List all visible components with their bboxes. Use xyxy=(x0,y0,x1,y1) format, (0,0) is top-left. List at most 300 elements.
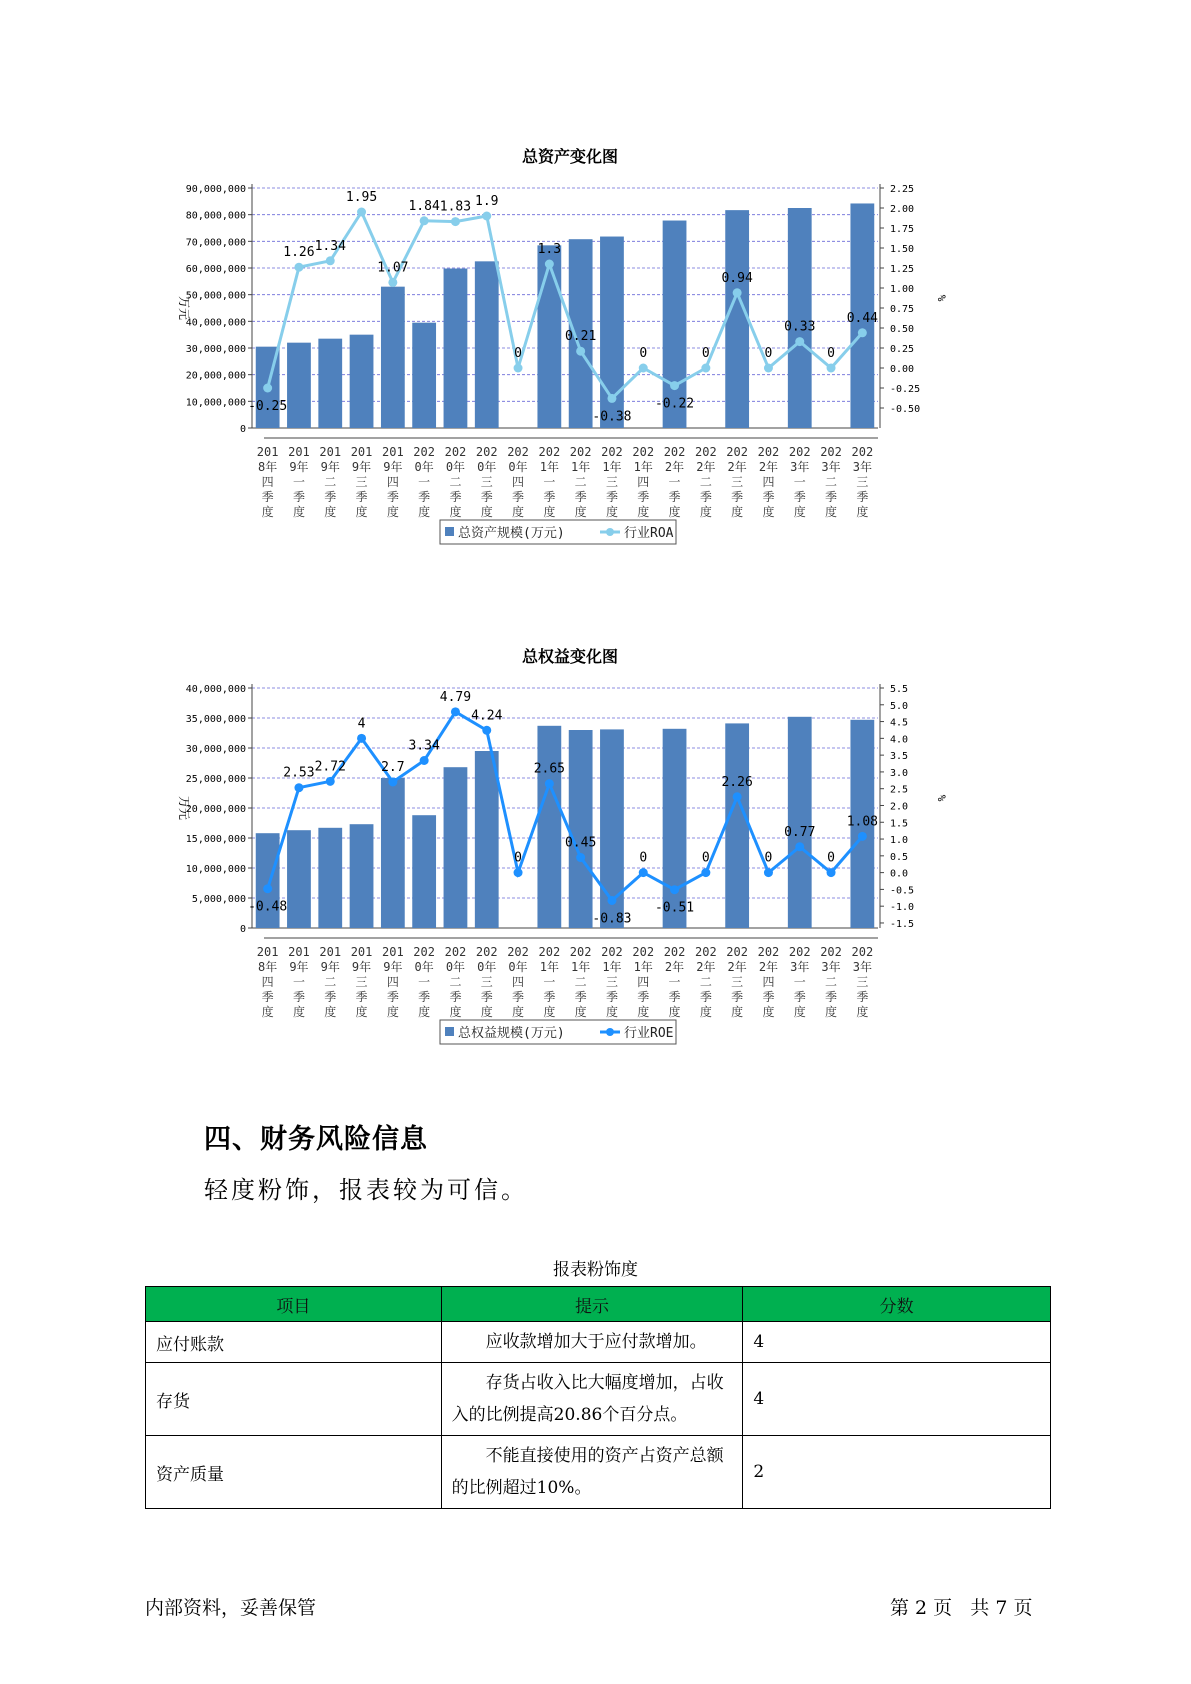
x-tick-label: 9年 xyxy=(289,460,309,474)
page-number: 第 2 页 共 7 页 xyxy=(890,1597,1033,1619)
x-tick-label: 度 xyxy=(762,505,775,519)
x-tick-label: 202 xyxy=(851,945,874,959)
data-label: 1.26 xyxy=(283,245,315,261)
x-tick-label: 季 xyxy=(543,990,556,1004)
line-point xyxy=(764,364,773,373)
y-axis-title: 万元 xyxy=(177,795,191,821)
x-tick-label: 0年 xyxy=(477,960,497,974)
x-tick-label: 1年 xyxy=(539,460,559,474)
data-label: 0 xyxy=(639,346,648,361)
data-label: 0.45 xyxy=(564,835,597,851)
x-tick-label: 三 xyxy=(731,975,744,989)
x-tick-label: 201 xyxy=(350,445,373,459)
y-tick-label: 90,000,000 xyxy=(185,184,246,195)
x-tick-label: 三 xyxy=(355,475,368,489)
x-tick-label: 季 xyxy=(292,490,305,504)
data-label: 0.33 xyxy=(784,319,816,335)
x-tick-label: 四 xyxy=(261,475,274,489)
x-tick-label: 度 xyxy=(574,505,587,519)
x-tick-label: 202 xyxy=(820,945,842,959)
x-tick-label: 季 xyxy=(825,490,838,504)
line-point xyxy=(263,884,272,893)
bar xyxy=(412,815,436,928)
x-tick-label: 度 xyxy=(637,505,650,519)
x-tick-label: 季 xyxy=(512,490,525,504)
y-right-tick-label: 1.25 xyxy=(890,264,915,275)
y-tick-label: 40,000,000 xyxy=(185,317,246,329)
legend-bar-label: 总资产规模(万元) xyxy=(458,526,565,541)
data-label: 0 xyxy=(827,850,835,866)
line-point xyxy=(764,868,773,877)
data-label: -0.51 xyxy=(654,900,695,916)
data-label: 2.72 xyxy=(314,759,346,775)
x-tick-label: 度 xyxy=(605,505,618,519)
y-right-tick-label: 2.5 xyxy=(890,784,909,796)
x-tick-label: 1年 xyxy=(539,960,559,974)
x-tick-label: 2年 xyxy=(696,960,716,974)
x-tick-label: 201 xyxy=(350,945,373,959)
x-tick-label: 9年 xyxy=(320,460,340,474)
data-label: 2.53 xyxy=(283,765,315,781)
x-tick-label: 3年 xyxy=(852,960,872,974)
y-right-axis-title: % xyxy=(935,294,948,302)
data-label: 1.3 xyxy=(537,242,562,257)
x-tick-label: 9年 xyxy=(351,460,372,474)
x-tick-label: 季 xyxy=(324,990,337,1004)
x-tick-label: 202 xyxy=(475,945,498,959)
data-label: 1.34 xyxy=(314,238,346,254)
x-tick-label: 3年 xyxy=(821,960,841,974)
line-point xyxy=(294,783,303,792)
bar xyxy=(537,245,561,428)
y-right-tick-label: 0.50 xyxy=(890,324,915,335)
table-caption: 报表粉饰度 xyxy=(553,1260,638,1280)
data-label: 1.83 xyxy=(439,199,472,215)
x-tick-label: 季 xyxy=(418,490,431,504)
x-tick-label: 9年 xyxy=(289,960,309,974)
y-right-tick-label: 4.0 xyxy=(890,734,909,746)
row-item: 存货 xyxy=(146,1363,442,1436)
x-tick-label: 一 xyxy=(418,475,431,489)
x-tick-label: 度 xyxy=(543,1005,556,1019)
x-tick-label: 四 xyxy=(637,475,650,489)
x-tick-label: 度 xyxy=(261,505,274,519)
line-point xyxy=(733,288,742,297)
y-tick-label: 5,000,000 xyxy=(191,894,246,905)
x-tick-label: 一 xyxy=(292,475,305,489)
data-label: 2.26 xyxy=(721,774,753,790)
x-tick-label: 二 xyxy=(574,475,587,489)
x-tick-label: 度 xyxy=(699,1005,712,1019)
y-right-tick-label: 5.5 xyxy=(890,684,909,695)
x-tick-label: 四 xyxy=(386,475,399,489)
bar xyxy=(725,210,749,428)
data-label: 1.07 xyxy=(377,260,409,276)
x-tick-label: 1年 xyxy=(571,960,591,974)
bar xyxy=(475,261,499,428)
y-tick-label: 20,000,000 xyxy=(185,370,246,382)
y-tick-label: 40,000,000 xyxy=(185,684,246,695)
data-label: 0 xyxy=(701,850,710,866)
x-tick-label: 201 xyxy=(382,945,404,959)
data-label: 0 xyxy=(827,346,835,361)
bar xyxy=(788,717,812,928)
legend-bar-label: 总权益规模(万元) xyxy=(458,1026,565,1041)
x-tick-label: 9年 xyxy=(320,960,340,974)
line-point xyxy=(607,896,616,905)
x-tick-label: 四 xyxy=(261,975,274,989)
x-tick-label: 202 xyxy=(632,445,655,459)
x-tick-label: 季 xyxy=(605,990,618,1004)
x-tick-label: 202 xyxy=(788,945,811,959)
x-tick-label: 202 xyxy=(475,445,498,459)
bar xyxy=(318,828,342,928)
bar xyxy=(537,726,561,928)
data-label: 0.21 xyxy=(564,329,597,345)
x-tick-label: 度 xyxy=(825,505,838,519)
x-tick-label: 四 xyxy=(637,975,650,989)
line-point xyxy=(701,364,710,373)
row-tip: 应收款增加大于应付款增加。 xyxy=(441,1322,743,1363)
x-tick-label: 8年 xyxy=(258,960,278,974)
x-tick-label: 202 xyxy=(601,445,623,459)
line-point xyxy=(545,260,554,269)
x-tick-label: 201 xyxy=(288,445,310,459)
legend-bar-swatch xyxy=(445,527,454,536)
data-label: 1.08 xyxy=(846,814,879,830)
x-tick-label: 度 xyxy=(825,1005,838,1019)
line-point xyxy=(795,842,804,851)
x-tick-label: 202 xyxy=(413,945,435,959)
y-right-tick-label: -1.0 xyxy=(890,902,915,914)
data-label: -0.38 xyxy=(592,409,632,425)
x-tick-label: 202 xyxy=(663,445,686,459)
x-tick-label: 202 xyxy=(757,945,780,959)
x-tick-label: 202 xyxy=(695,445,717,459)
x-tick-label: 1年 xyxy=(602,460,622,474)
x-tick-label: 201 xyxy=(256,445,279,459)
x-tick-label: 季 xyxy=(418,990,431,1004)
x-tick-label: 三 xyxy=(480,475,493,489)
x-tick-label: 季 xyxy=(731,490,744,504)
x-tick-label: 2年 xyxy=(664,460,685,474)
x-tick-label: 201 xyxy=(288,945,310,959)
line-point xyxy=(827,868,836,877)
x-tick-label: 1年 xyxy=(633,460,653,474)
data-label: 0 xyxy=(514,346,522,361)
x-tick-label: 季 xyxy=(856,490,869,504)
x-tick-label: 四 xyxy=(762,975,775,989)
data-label: 4 xyxy=(357,716,366,732)
x-tick-label: 三 xyxy=(731,475,744,489)
x-tick-label: 202 xyxy=(507,945,529,959)
x-tick-label: 度 xyxy=(512,505,525,519)
x-tick-label: 二 xyxy=(699,475,712,489)
data-label: 1.95 xyxy=(345,190,378,205)
table-row xyxy=(146,1436,1051,1509)
line-point xyxy=(357,208,366,217)
x-tick-label: 0年 xyxy=(445,460,466,474)
y-tick-label: 10,000,000 xyxy=(185,397,246,409)
row-score: 4 xyxy=(743,1363,1051,1436)
x-tick-label: 度 xyxy=(793,505,806,519)
x-tick-label: 度 xyxy=(386,1005,399,1019)
legend-line-marker xyxy=(606,1028,614,1036)
x-tick-label: 二 xyxy=(699,975,712,989)
x-tick-label: 四 xyxy=(512,475,525,489)
y-tick-label: 0 xyxy=(239,424,246,435)
chart-svg xyxy=(170,180,970,630)
y-tick-label: 25,000,000 xyxy=(185,774,246,785)
x-tick-label: 2年 xyxy=(727,960,747,974)
x-tick-label: 二 xyxy=(574,975,587,989)
bar xyxy=(412,323,436,428)
x-tick-label: 度 xyxy=(355,1005,368,1019)
data-label: 0 xyxy=(639,850,648,866)
x-tick-label: 季 xyxy=(699,990,712,1004)
x-tick-label: 度 xyxy=(731,505,744,519)
x-tick-label: 二 xyxy=(825,975,838,989)
y-right-tick-label: 5.0 xyxy=(890,700,909,712)
y-right-tick-label: 1.0 xyxy=(890,835,909,847)
data-label: 1.9 xyxy=(475,194,499,209)
line-point xyxy=(388,777,397,786)
row-tip: 不能直接使用的资产占资产总额的比例超过10%。 xyxy=(441,1436,743,1509)
y-right-tick-label: 0.5 xyxy=(890,851,909,863)
x-tick-label: 2年 xyxy=(758,960,779,974)
row-item: 资产质量 xyxy=(146,1436,442,1509)
x-tick-label: 二 xyxy=(449,475,462,489)
x-tick-label: 202 xyxy=(601,945,623,959)
bar xyxy=(788,208,812,428)
bar xyxy=(318,339,342,428)
x-tick-label: 季 xyxy=(324,490,337,504)
line-point xyxy=(451,217,460,226)
x-tick-label: 202 xyxy=(726,945,748,959)
x-tick-label: 2年 xyxy=(664,960,685,974)
x-tick-label: 季 xyxy=(449,990,462,1004)
x-tick-label: 3年 xyxy=(790,460,810,474)
bar xyxy=(475,751,499,928)
y-right-tick-label: 2.0 xyxy=(890,801,909,813)
x-tick-label: 1年 xyxy=(602,960,622,974)
x-tick-label: 季 xyxy=(637,490,650,504)
x-tick-label: 2年 xyxy=(758,460,779,474)
x-tick-label: 季 xyxy=(762,490,775,504)
line-point xyxy=(482,212,491,221)
x-tick-label: 201 xyxy=(256,945,279,959)
bar xyxy=(381,287,405,428)
y-right-tick-label: -0.50 xyxy=(890,404,921,415)
bar xyxy=(381,778,405,928)
line-point xyxy=(795,337,804,346)
x-tick-label: 二 xyxy=(324,475,337,489)
x-tick-label: 季 xyxy=(543,490,556,504)
x-tick-label: 度 xyxy=(480,505,493,519)
table-header-score: 分数 xyxy=(743,1287,1051,1322)
x-tick-label: 度 xyxy=(856,1005,869,1019)
y-right-tick-label: -1.5 xyxy=(890,918,915,930)
x-tick-label: 0年 xyxy=(477,460,497,474)
y-right-tick-label: 0.0 xyxy=(890,868,909,880)
line-point xyxy=(514,868,523,877)
data-label: 4.24 xyxy=(471,708,503,724)
legend-line-marker xyxy=(606,528,614,536)
data-label: -0.48 xyxy=(248,899,288,915)
x-tick-label: 度 xyxy=(292,1005,305,1019)
x-tick-label: 季 xyxy=(261,990,274,1004)
legend-line-label: 行业ROE xyxy=(624,1026,674,1041)
y-tick-label: 30,000,000 xyxy=(185,344,246,355)
data-label: 0 xyxy=(701,346,710,361)
table-header-row xyxy=(146,1287,1051,1322)
x-tick-label: 度 xyxy=(418,505,431,519)
x-tick-label: 度 xyxy=(480,1005,493,1019)
line-point xyxy=(576,347,585,356)
x-tick-label: 二 xyxy=(449,975,462,989)
x-tick-label: 一 xyxy=(793,475,806,489)
row-tip: 存货占收入比大幅度增加，占收入的比例提高20.86个百分点。 xyxy=(441,1363,743,1436)
x-tick-label: 8年 xyxy=(258,460,278,474)
x-tick-label: 202 xyxy=(726,445,748,459)
data-label: 2.65 xyxy=(533,761,566,777)
y-tick-label: 35,000,000 xyxy=(185,714,246,725)
x-tick-label: 季 xyxy=(480,990,493,1004)
line-point xyxy=(607,394,616,403)
line-point xyxy=(388,278,397,287)
line-point xyxy=(420,216,429,225)
x-tick-label: 202 xyxy=(538,445,561,459)
footer-note: 内部资料，妥善保管 xyxy=(145,1597,317,1619)
x-tick-label: 一 xyxy=(543,975,556,989)
x-tick-label: 度 xyxy=(605,1005,618,1019)
x-tick-label: 二 xyxy=(324,975,337,989)
x-tick-label: 度 xyxy=(856,505,869,519)
x-tick-label: 季 xyxy=(856,990,869,1004)
x-tick-label: 季 xyxy=(668,490,681,504)
x-tick-label: 202 xyxy=(507,445,529,459)
x-tick-label: 季 xyxy=(386,990,399,1004)
x-tick-label: 季 xyxy=(668,990,681,1004)
legend-line-label: 行业ROA xyxy=(624,526,674,541)
x-tick-label: 季 xyxy=(699,490,712,504)
y-right-tick-label: 1.5 xyxy=(890,818,909,830)
x-tick-label: 202 xyxy=(820,445,842,459)
x-tick-label: 季 xyxy=(512,990,525,1004)
x-tick-label: 季 xyxy=(574,990,587,1004)
line-point xyxy=(701,868,710,877)
risk-table xyxy=(145,1286,1051,1509)
legend-bar-swatch xyxy=(445,1027,454,1036)
x-tick-label: 季 xyxy=(449,490,462,504)
table-row xyxy=(146,1322,1051,1363)
x-tick-label: 三 xyxy=(856,975,869,989)
x-tick-label: 四 xyxy=(386,975,399,989)
line-point xyxy=(514,364,523,373)
x-tick-label: 一 xyxy=(793,975,806,989)
x-tick-label: 一 xyxy=(292,975,305,989)
y-right-tick-label: 1.00 xyxy=(890,284,915,295)
x-tick-label: 度 xyxy=(324,505,337,519)
x-tick-label: 四 xyxy=(512,975,525,989)
x-tick-label: 0年 xyxy=(414,960,434,974)
x-tick-label: 202 xyxy=(757,445,780,459)
x-tick-label: 度 xyxy=(261,1005,274,1019)
y-right-tick-label: 2.00 xyxy=(890,204,915,215)
data-label: -0.25 xyxy=(248,399,288,414)
y-tick-label: 70,000,000 xyxy=(185,237,246,249)
x-tick-label: 202 xyxy=(851,445,874,459)
line-point xyxy=(858,328,867,337)
x-tick-label: 度 xyxy=(762,1005,775,1019)
x-tick-label: 度 xyxy=(324,1005,337,1019)
x-tick-label: 3年 xyxy=(852,460,872,474)
x-tick-label: 度 xyxy=(699,505,712,519)
y-right-axis-title: % xyxy=(935,794,948,802)
data-label: 0.44 xyxy=(846,310,879,326)
y-right-tick-label: 4.5 xyxy=(890,717,909,729)
x-tick-label: 季 xyxy=(480,490,493,504)
x-tick-label: 201 xyxy=(319,945,342,959)
x-tick-label: 度 xyxy=(418,1005,431,1019)
y-tick-label: 60,000,000 xyxy=(185,264,246,275)
data-label: 0 xyxy=(514,850,522,866)
y-right-tick-label: 0.25 xyxy=(890,344,915,355)
x-tick-label: 一 xyxy=(543,475,556,489)
line-point xyxy=(545,779,554,788)
x-tick-label: 度 xyxy=(668,505,681,519)
x-tick-label: 一 xyxy=(668,475,681,489)
y-tick-label: 50,000,000 xyxy=(185,290,246,302)
y-right-tick-label: 1.75 xyxy=(890,224,915,235)
line-point xyxy=(263,384,272,393)
x-tick-label: 202 xyxy=(444,945,467,959)
table-row xyxy=(146,1363,1051,1436)
data-label: 1.84 xyxy=(408,198,440,214)
x-tick-label: 0年 xyxy=(508,460,528,474)
x-tick-label: 季 xyxy=(605,490,618,504)
bar xyxy=(287,343,311,428)
row-score: 4 xyxy=(743,1322,1051,1363)
x-tick-label: 度 xyxy=(574,1005,587,1019)
line-point xyxy=(357,734,366,743)
line-point xyxy=(858,832,867,841)
x-tick-label: 季 xyxy=(355,490,368,504)
table-header-tip: 提示 xyxy=(441,1287,743,1322)
line-point xyxy=(326,256,335,265)
row-score: 2 xyxy=(743,1436,1051,1509)
x-tick-label: 202 xyxy=(413,445,435,459)
x-tick-label: 202 xyxy=(663,945,686,959)
x-tick-label: 0年 xyxy=(414,460,434,474)
x-tick-label: 202 xyxy=(569,945,592,959)
x-tick-label: 季 xyxy=(386,490,399,504)
y-tick-label: 0 xyxy=(239,924,246,935)
data-label: 4.79 xyxy=(439,689,472,705)
data-label: 3.34 xyxy=(408,738,440,754)
bar xyxy=(287,830,311,928)
x-tick-label: 季 xyxy=(793,990,806,1004)
line-point xyxy=(670,885,679,894)
line-point xyxy=(576,853,585,862)
x-tick-label: 三 xyxy=(856,475,869,489)
x-tick-label: 季 xyxy=(731,990,744,1004)
x-tick-label: 季 xyxy=(637,990,650,1004)
x-tick-label: 1年 xyxy=(571,460,591,474)
line-point xyxy=(326,777,335,786)
x-tick-label: 二 xyxy=(825,475,838,489)
y-tick-label: 15,000,000 xyxy=(185,834,246,845)
